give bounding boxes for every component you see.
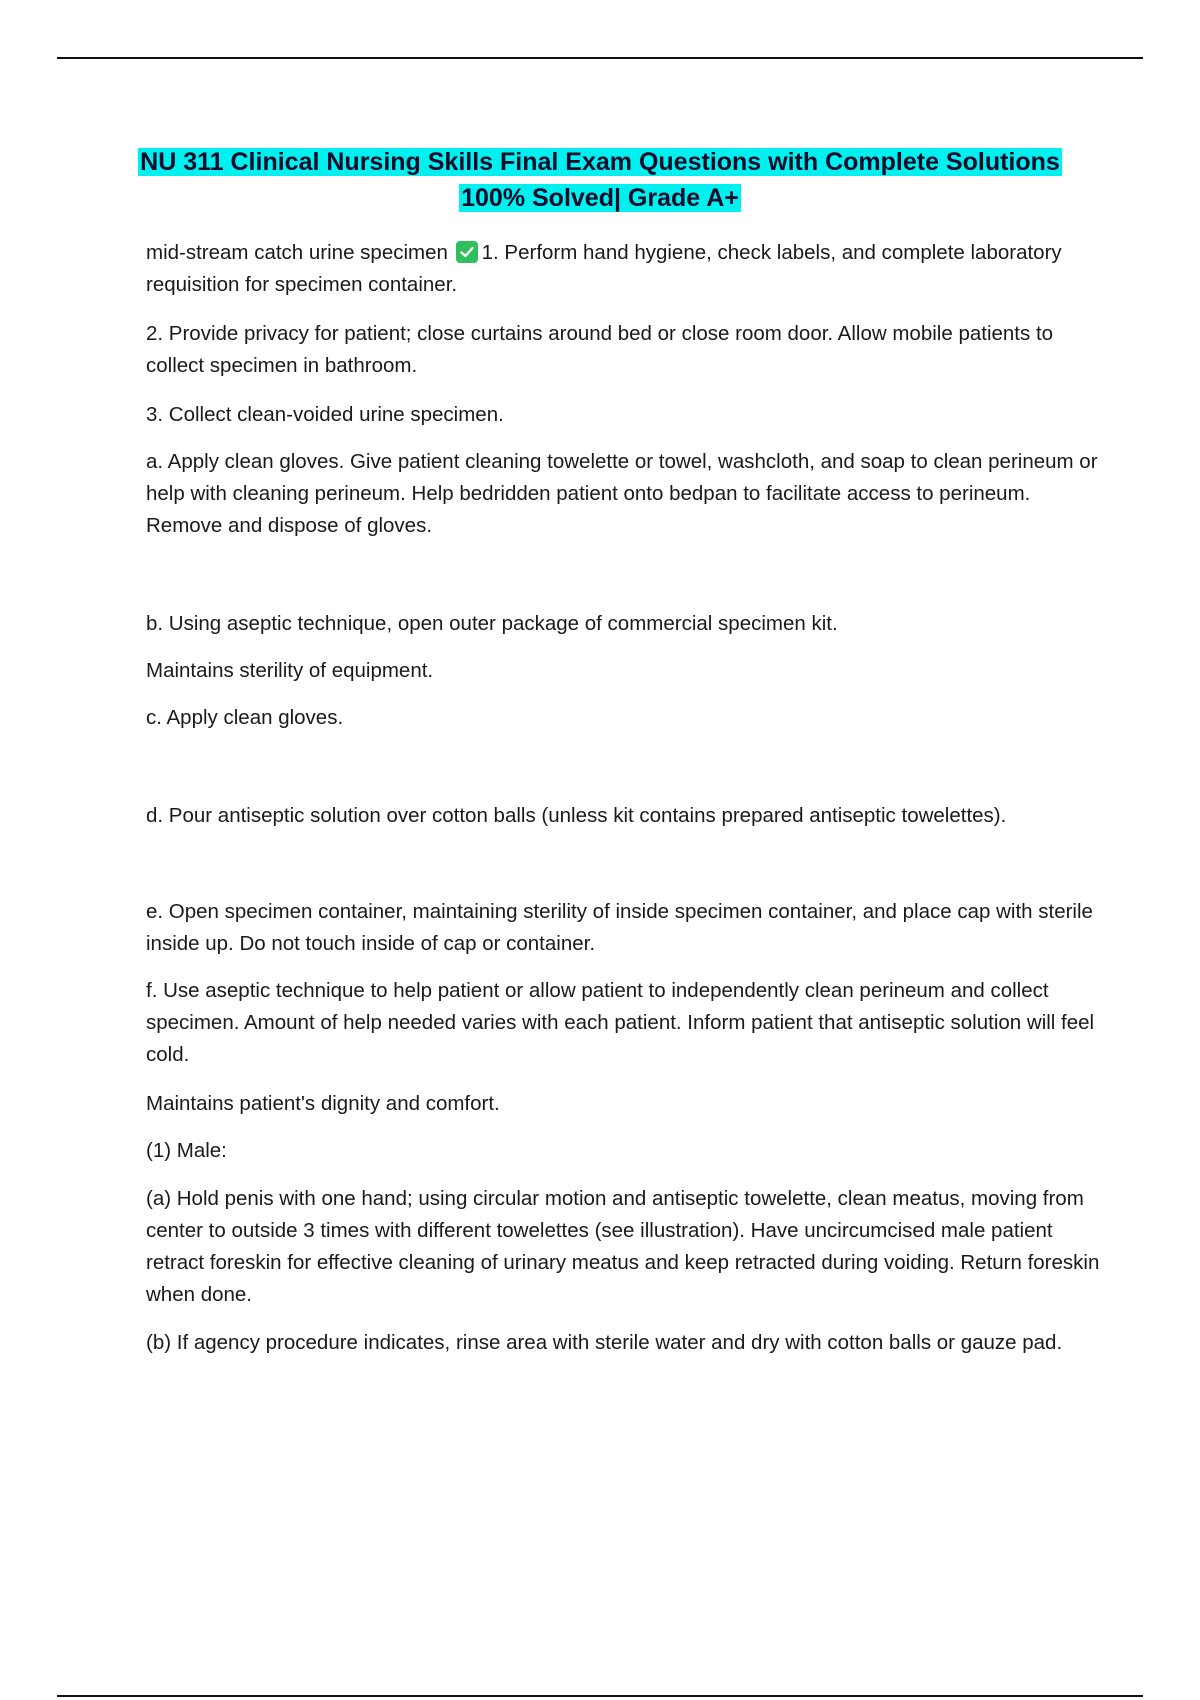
answer-text: 1. Perform hand hygiene, check labels, and complete laboratory requisition for specimen container. <box>146 241 1062 296</box>
paragraph-male-step-b: (b) If agency procedure indicates, rinse area with sterile water and dry with cotton balls or gauze pad. <box>146 1331 1063 1354</box>
paragraph-step-2: 2. Provide privacy for patient; close curtains around bed or close room door. Allow mobile patients to collect specimen in bathroom. <box>146 322 1054 377</box>
document-title <box>100 144 1100 216</box>
paragraph-male-heading: (1) Male: <box>146 1139 227 1162</box>
paragraph-rationale-sterility: Maintains sterility of equipment. <box>146 659 434 682</box>
check-mark-icon <box>456 241 478 263</box>
paragraph-step-3: 3. Collect clean-voided urine specimen. <box>146 403 504 426</box>
intro-paragraph <box>146 237 1106 301</box>
paragraph-male-step-a: (a) Hold penis with one hand; using circular motion and antiseptic towelette, clean meatus, moving from center to outside 3 times with different towelettes (see illustration). Have uncircumcised male patient retract foreskin for effective cleaning of urinary meatus and keep retracted during voiding. Return foreskin when done. <box>146 1187 1100 1306</box>
paragraph-step-e: e. Open specimen container, maintaining sterility of inside specimen container, and place cap with sterile inside up. Do not touch inside of cap or container. <box>146 900 1093 955</box>
paragraph-step-b: b. Using aseptic technique, open outer package of commercial specimen kit. <box>146 612 838 635</box>
footer-rule <box>57 1695 1143 1697</box>
title-line-1: NU 311 Clinical Nursing Skills Final Exam Questions with Complete Solutions <box>140 148 1060 176</box>
paragraph-rationale-dignity: Maintains patient's dignity and comfort. <box>146 1092 500 1115</box>
paragraph-step-f: f. Use aseptic technique to help patient or allow patient to independently clean perineum and collect specimen. Amount of help needed varies with each patient. Inform patient that antiseptic solution will feel cold. <box>146 979 1095 1066</box>
title-line-2: 100% Solved| Grade A+ <box>461 184 739 212</box>
header-rule <box>57 57 1143 59</box>
question-term: mid-stream catch urine specimen <box>146 241 448 264</box>
paragraph-step-a: a. Apply clean gloves. Give patient cleaning towelette or towel, washcloth, and soap to clean perineum or help with cleaning perineum. Help bedridden patient onto bedpan to facilitate access to perineum. Remove and dispose of gloves. <box>146 450 1098 537</box>
paragraph-step-d: d. Pour antiseptic solution over cotton balls (unless kit contains prepared antiseptic towelettes). <box>146 804 1007 827</box>
paragraph-step-c: c. Apply clean gloves. <box>146 706 344 729</box>
